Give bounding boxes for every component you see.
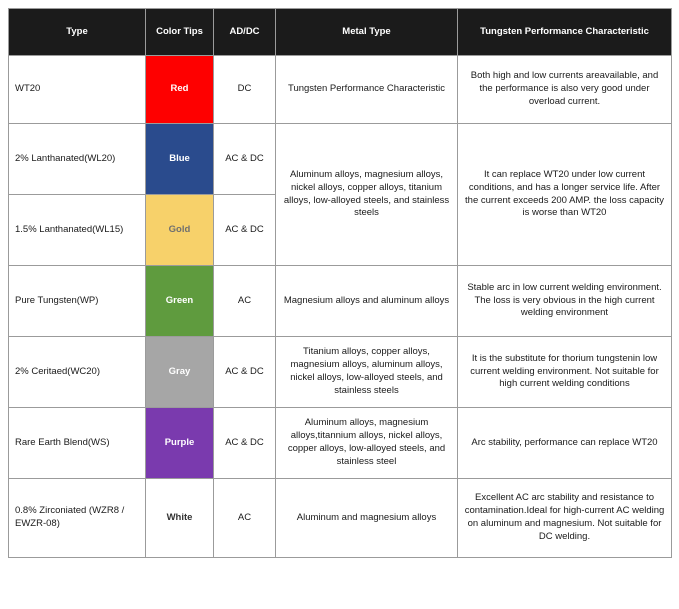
table-row xyxy=(9,408,672,479)
cell-performance: It is the substitute for thorium tungstenin low current welding environment. Not suitable for high current welding conditions xyxy=(458,337,672,408)
cell-performance: Both high and low currents areavailable, and the performance is also very good under overload current. xyxy=(458,56,672,124)
cell-type: Rare Earth Blend(WS) xyxy=(9,408,146,479)
table-row xyxy=(9,266,672,337)
cell-type: 1.5% Lanthanated(WL15) xyxy=(9,195,146,266)
cell-color-tip: Red xyxy=(146,56,214,124)
column-header-type: Type xyxy=(9,9,146,56)
cell-type: WT20 xyxy=(9,56,146,124)
cell-adc: AC xyxy=(214,479,276,558)
column-header-metal-type: Metal Type xyxy=(276,9,458,56)
cell-adc: AC & DC xyxy=(214,337,276,408)
table-header xyxy=(9,9,672,56)
cell-color-tip: Gold xyxy=(146,195,214,266)
column-header-performance: Tungsten Performance Characteristic xyxy=(458,9,672,56)
table-row xyxy=(9,479,672,558)
table-row xyxy=(9,124,672,195)
cell-color-tip: Gray xyxy=(146,337,214,408)
table-row xyxy=(9,337,672,408)
cell-performance: Excellent AC arc stability and resistance to contamination.Ideal for high-current AC welding on aluminum and magnesium. Not suitable for DC welding. xyxy=(458,479,672,558)
cell-metal-type: Titanium alloys, copper alloys, magnesium alloys, aluminum alloys, nickel alloys, low-alloyed steels, and stainless steels xyxy=(276,337,458,408)
cell-type: 2% Lanthanated(WL20) xyxy=(9,124,146,195)
cell-performance: Arc stability, performance can replace WT20 xyxy=(458,408,672,479)
cell-color-tip: Blue xyxy=(146,124,214,195)
cell-performance: Stable arc in low current welding environment. The loss is very obvious in the high current welding environment xyxy=(458,266,672,337)
cell-type: 0.8% Zirconiated (WZR8 / EWZR-08) xyxy=(9,479,146,558)
cell-metal-type: Magnesium alloys and aluminum alloys xyxy=(276,266,458,337)
cell-metal-type: Aluminum alloys, magnesium alloys, nickel alloys, copper alloys, titanium alloys, low-alloyed steels, and stainless steels xyxy=(276,124,458,266)
column-header-adc: AD/DC xyxy=(214,9,276,56)
cell-color-tip: Purple xyxy=(146,408,214,479)
cell-metal-type: Tungsten Performance Characteristic xyxy=(276,56,458,124)
cell-adc: AC & DC xyxy=(214,408,276,479)
column-header-color-tips: Color Tips xyxy=(146,9,214,56)
table-header-row xyxy=(9,9,672,56)
cell-type: Pure Tungsten(WP) xyxy=(9,266,146,337)
table-body xyxy=(9,56,672,558)
cell-adc: AC & DC xyxy=(214,124,276,195)
table-row xyxy=(9,56,672,124)
cell-type: 2% Ceritaed(WC20) xyxy=(9,337,146,408)
cell-metal-type: Aluminum alloys, magnesium alloys,titannium alloys, nickel alloys, copper alloys, low-alloyed steels, and stainless steel xyxy=(276,408,458,479)
cell-metal-type: Aluminum and magnesium alloys xyxy=(276,479,458,558)
cell-adc: AC & DC xyxy=(214,195,276,266)
tungsten-electrode-table xyxy=(8,8,672,558)
cell-color-tip: White xyxy=(146,479,214,558)
cell-performance: It can replace WT20 under low current conditions, and has a longer service life. After the current exceeds 200 AMP. the loss capacity is worse than WT20 xyxy=(458,124,672,266)
cell-adc: DC xyxy=(214,56,276,124)
cell-color-tip: Green xyxy=(146,266,214,337)
cell-adc: AC xyxy=(214,266,276,337)
